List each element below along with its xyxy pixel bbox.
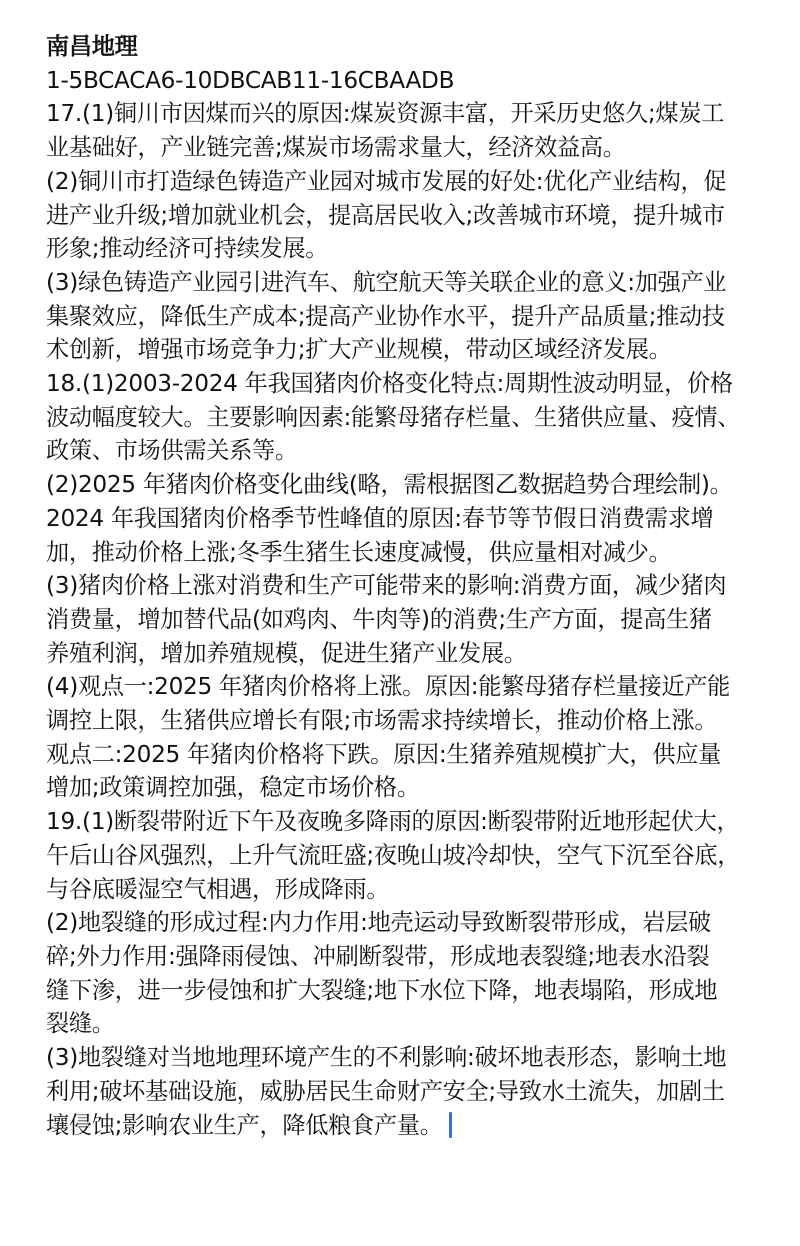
text-line: 增加;政策调控加强，稳定市场价格。	[46, 774, 420, 802]
text-line: 进产业升级;增加就业机会，提高居民收入;改善城市环境，提升城市	[46, 201, 725, 229]
question-19-part-1	[46, 805, 758, 906]
question-18-part-1	[46, 367, 758, 468]
text-line: 养殖利润，增加养殖规模，促进生猪产业发展。	[46, 639, 527, 667]
text-line: 壤侵蚀;影响农业生产，降低粮食产量。	[46, 1111, 443, 1139]
text-line: 业基础好，产业链完善;煤炭市场需求量大，经济效益高。	[46, 134, 626, 162]
text-line: 形象;推动经济可持续发展。	[46, 235, 329, 263]
text-line: 术创新，增强市场竞争力;扩大产业规模，带动区域经济发展。	[46, 336, 672, 364]
text-line: 17.(1)铜川市因煤而兴的原因:煤炭资源丰富，开采历史悠久;煤炭工	[46, 100, 725, 128]
question-17-part-1	[46, 97, 758, 164]
text-line: 调控上限，生猪供应增长有限;市场需求持续增长，推动价格上涨。	[46, 707, 718, 735]
text-line: (2)铜川市打造绿色铸造产业园对城市发展的好处:优化产业结构，促	[46, 167, 727, 195]
question-18-part-4	[46, 670, 758, 805]
question-17-part-3	[46, 266, 758, 367]
answer-key-line: 1-5BCACA6-10DBCAB11-16CBAADB	[46, 66, 455, 94]
text-line: 裂缝。	[46, 1010, 115, 1038]
text-line: (3)绿色铸造产业园引进汽车、航空航天等关联企业的意义:加强产业	[46, 268, 727, 296]
text-line: 18.(1)2003-2024 年我国猪肉价格变化特点:周期性波动明显，价格	[46, 370, 733, 398]
note-document[interactable]	[46, 30, 758, 1142]
text-line: (4)观点一:2025 年猪肉价格将上涨。原因:能繁母猪存栏量接近产能	[46, 673, 731, 701]
text-line: 2024 年我国猪肉价格季节性峰值的原因:春节等节假日消费需求增	[46, 504, 714, 532]
text-line: (2)2025 年猪肉价格变化曲线(略，需根据图乙数据趋势合理绘制)。	[46, 471, 733, 499]
text-line: 集聚效应，降低生产成本;提高产业协作水平，提升产品质量;推动技	[46, 302, 725, 330]
text-line: 缝下渗，进一步侵蚀和扩大裂缝;地下水位下降，地表塌陷，形成地	[46, 976, 718, 1004]
question-19-part-3	[46, 1041, 758, 1142]
last-text-line	[46, 1109, 758, 1143]
text-line: 消费量，增加替代品(如鸡肉、牛肉等)的消费;生产方面，提高生猪	[46, 605, 712, 633]
text-line: 与谷底暖湿空气相遇，形成降雨。	[46, 875, 390, 903]
text-line: (3)猪肉价格上涨对消费和生产可能带来的影响:消费方面，减少猪肉	[46, 572, 727, 600]
text-line: 碎;外力作用:强降雨侵蚀、冲刷断裂带，形成地表裂缝;地表水沿裂	[46, 942, 710, 970]
document-title: 南昌地理	[46, 33, 138, 60]
question-19-part-2	[46, 906, 758, 1041]
text-line: 观点二:2025 年猪肉价格将下跌。原因:生猪养殖规模扩大，供应量	[46, 740, 721, 768]
text-line: 波动幅度较大。主要影响因素:能繁母猪存栏量、生猪供应量、疫情、	[46, 403, 741, 431]
text-cursor	[449, 1112, 452, 1138]
text-line: (3)地裂缝对当地地理环境产生的不利影响:破坏地表形态，影响土地	[46, 1044, 727, 1072]
text-line: (2)地裂缝的形成过程:内力作用:地壳运动导致断裂带形成，岩层破	[46, 909, 711, 937]
question-18-part-3	[46, 569, 758, 670]
question-17-part-2	[46, 165, 758, 266]
text-line: 午后山谷风强烈，上升气流旺盛;夜晚山坡冷却快，空气下沉至谷底，	[46, 841, 741, 869]
text-line: 政策、市场供需关系等。	[46, 437, 298, 465]
text-line: 利用;破坏基础设施，威胁居民生命财产安全;导致水土流失，加剧土	[46, 1077, 725, 1105]
text-line: 加，推动价格上涨;冬季生猪生长速度减慢，供应量相对减少。	[46, 538, 672, 566]
text-line: 19.(1)断裂带附近下午及夜晚多降雨的原因:断裂带附近地形起伏大，	[46, 808, 740, 836]
question-18-part-2	[46, 468, 758, 569]
